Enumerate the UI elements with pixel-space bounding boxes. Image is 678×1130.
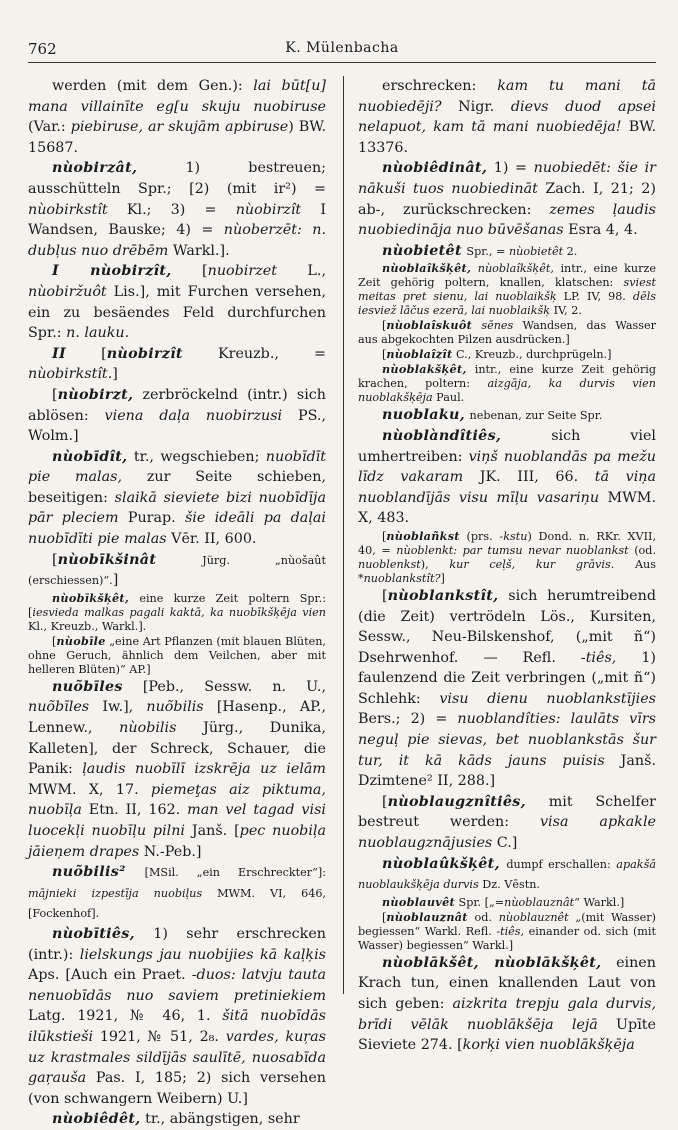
italic-text: nùoblauznêt	[498, 910, 569, 924]
headword: nùobīkšķêt,	[52, 590, 130, 605]
headword: nùobirzt,	[57, 386, 134, 403]
text: Iw.],	[89, 699, 147, 716]
text: Pas. I, 185; 2) sich versehen (von schwangern Weibern) U.]	[28, 1070, 326, 1107]
text: [	[52, 634, 57, 648]
headword: nùoblauznât	[386, 909, 468, 924]
text: Janš. Dzimtene² II, 288.]	[358, 752, 657, 790]
small-text: Jürg. „nùošaût (erschiessen)“.	[28, 553, 326, 588]
headword: nùobīle	[56, 633, 106, 648]
text: Warkl.].	[168, 242, 230, 259]
text: [	[65, 345, 107, 362]
italic-text: kur cеļš, kur grāvis.	[449, 557, 615, 571]
italic-text: viena daļa nuobirzusi	[104, 407, 283, 424]
italic-text: tiês,	[585, 649, 617, 666]
text	[156, 552, 202, 568]
headword: nùobietêt	[382, 242, 462, 259]
text: [	[382, 348, 387, 362]
right-column	[358, 76, 657, 1054]
italic-text: duos: latvju tauta nenuobīdās nuo saviem pretiniekiem	[28, 967, 326, 1004]
small-text: [MSil. „ein Erschreckter“]:	[144, 866, 326, 880]
headword: nuõbīles	[52, 678, 123, 695]
text: ]	[112, 366, 118, 383]
text: sich herumtreibend (die Zeit) vertrödeln Lös., Kursiten, Sessw., Neu-Bilskenshof, („mit ñ“) Dsehrwenhof. — Refl. -	[358, 587, 656, 666]
text: N.-Peb.]	[139, 843, 202, 860]
text	[126, 864, 145, 880]
headword: nùoblaugznîtiês,	[387, 793, 526, 810]
text: MWM. X, 483.	[358, 489, 656, 527]
headword: nùoblakšķêt,	[382, 362, 467, 377]
italic-text: sviest meitas pret sienu, lai nuoblaikšķ	[358, 276, 656, 304]
headword: nùoblaûkšķêt,	[382, 855, 500, 872]
dictionary-entry	[28, 677, 326, 862]
text: I Wandsen, Bauske; 4) =	[28, 201, 326, 239]
text: [	[171, 263, 208, 280]
text: MWM. X, 17.	[28, 781, 151, 798]
text: einander od. sich (mit Wasser) begiessen“ Warkl.]	[358, 924, 656, 952]
text: zerbröckelnd (intr.) sich ablösen:	[28, 386, 326, 424]
text: werden (mit dem Gen.):	[52, 78, 254, 94]
italic-text: nùobirkstît.	[28, 366, 113, 383]
text: L.,	[276, 263, 326, 280]
italic-text: aizkrita trepju gala durvis, brīdi vēlāk nuoblākšēja lejā	[358, 996, 657, 1033]
headword: nùoblauvêt	[382, 894, 455, 909]
italic-text: tiês,	[500, 924, 525, 938]
italic-text: lai būt[u] mana villainīte eg[u skuju nuobiruse	[28, 78, 327, 115]
headword: nùobiêdêt,	[52, 1111, 141, 1128]
text: tr., wegschieben;	[127, 448, 266, 465]
headword: nùobīkšinât	[57, 551, 157, 568]
text: Jürg., Dunika, Kalleten], der Schreck, Schauer, die Panik:	[28, 720, 326, 778]
headword: nùoblankstît,	[387, 587, 499, 604]
text: Kl., Kreuzb., Warkl.].	[28, 619, 147, 633]
text: zur Seite schieben, beseitigen:	[28, 469, 326, 506]
italic-text: šie ideāli pa daļai nuobīdīti pie malas	[28, 510, 326, 548]
dictionary-entry	[28, 261, 326, 343]
italic-text: lielskungs jau nuobijies kā kaļķis	[79, 946, 326, 963]
text: Latg. 1921, № 46, 1.	[28, 1008, 223, 1025]
page-header	[28, 40, 656, 63]
headword: nuoblaku,	[382, 407, 465, 424]
dictionary-entry	[358, 76, 656, 158]
italic-text: sēnes	[481, 319, 514, 333]
text: [	[52, 386, 58, 403]
italic-text: nuõbīles	[28, 699, 90, 716]
italic-text: viņš nuoblandās pa mežu līdz vakaram	[358, 448, 656, 486]
italic-text: man vel tagad visi luocekļi nuobīļu pilni	[28, 802, 326, 839]
dictionary-entry	[28, 447, 326, 550]
headword: nùoblākšêt, nùoblākšķêt,	[382, 954, 602, 971]
text: od.	[467, 910, 499, 924]
dictionary-entry	[358, 426, 656, 529]
italic-text: nùoblenkt: par tumsu nevar nuoblankst	[396, 543, 629, 557]
text: 1) bestreuen; ausschütteln Spr.; [2) (mit ir²) =	[28, 160, 326, 197]
text: „(mit Wasser) begiessen“ Warkl. Refl. -	[358, 910, 656, 938]
headword: nùobirzît	[106, 345, 183, 362]
dictionary-entry	[28, 862, 326, 924]
text: [	[382, 587, 388, 604]
italic-text: nuõbilis	[146, 699, 204, 716]
text: Zach. I, 21; 2) ab-, zurückschrecken:	[358, 180, 656, 218]
column-rule	[343, 76, 344, 994]
italic-text: n. lauku.	[66, 325, 130, 342]
text: C., Kreuzb., durchprügeln.]	[452, 348, 612, 362]
dictionary-entry	[358, 347, 656, 362]
small-italic-text: mājnieki izpestīja nuobiļus	[28, 886, 203, 900]
text: Esra 4, 4.	[563, 222, 638, 239]
dictionary-entry	[28, 924, 326, 1109]
small-text: nebenan, zur Seite Spr.	[469, 409, 603, 423]
headword: II	[52, 345, 66, 362]
headword: nùobīdît,	[52, 448, 128, 465]
small-text: Spr., =	[466, 244, 509, 258]
text: einen Krach tun, einen knallenden Laut von sich geben:	[358, 954, 656, 1012]
text: ]	[440, 571, 445, 585]
text: ),	[420, 557, 450, 571]
dictionary-entry	[358, 854, 656, 895]
italic-text: piemeţas aiz piktuma, nuobīļa	[28, 781, 326, 819]
italic-text: slaikā sieviete bizi nuobīdīja pār pleciem	[28, 489, 326, 527]
text: tr., abängstigen, sehr	[140, 1111, 300, 1128]
dictionary-entry	[358, 895, 656, 910]
text: [	[382, 319, 387, 333]
text: Bers.; 2) =	[358, 711, 458, 728]
text: BW. 13376.	[358, 119, 656, 156]
text: “ Warkl.]	[574, 895, 625, 909]
dictionary-entry	[358, 318, 656, 347]
running-title: K. Mülenbacha	[285, 40, 399, 56]
text: Vēr. II, 600.	[166, 531, 257, 548]
text: [Peb., Sessw. n. U.,	[122, 678, 326, 695]
italic-text: nùobirkstît	[28, 201, 108, 218]
italic-text: nuoblenkst	[358, 557, 421, 571]
headword: nuõbilis²	[52, 864, 126, 881]
page-number: 762	[28, 40, 57, 58]
left-column	[28, 76, 327, 1128]
text: intr., eine kurze Zeit gehörig krachen, poltern:	[358, 363, 656, 391]
dictionary-entry	[358, 953, 656, 1056]
text: LP. IV, 98.	[556, 290, 633, 304]
headword: nùoblañkst	[386, 528, 460, 543]
dictionary-entry	[28, 385, 326, 447]
text: Lis.], mit Furchen versehen, ein zu besäendes Feld durchfurchen Spr.:	[28, 283, 326, 342]
italic-text: vardes, kuŗas uz krastmales sildījās saulītē, nuosabīda gaŗauša	[28, 1028, 326, 1087]
headword: nùoblàndîtiês,	[382, 427, 502, 444]
text: [Hasenp., AP., Lennew.,	[28, 699, 326, 737]
text: PS., Wolm.]	[28, 407, 326, 445]
italic-text: nuoblankstît?	[363, 571, 441, 585]
small-text: dumpf erschallen:	[506, 857, 617, 871]
dictionary-entry	[358, 586, 656, 792]
headword: nùoblaîzît	[386, 347, 453, 362]
italic-text: nùoberzēt: n. dubļus nuo drēbēm	[28, 222, 327, 259]
text	[472, 319, 481, 332]
headword: nùoblaîkšķêt,	[382, 261, 472, 276]
text: Janš. [	[185, 823, 240, 839]
italic-text: kam tu mani tā nuobiedēji?	[358, 78, 656, 115]
headword: nùobītiês,	[52, 925, 135, 942]
dictionary-entry	[358, 362, 656, 405]
text: Paul.	[432, 391, 465, 405]
text: C.]	[492, 835, 518, 852]
dictionary-entry	[28, 158, 326, 261]
text: Aps. [Auch ein Praet. -	[28, 967, 197, 984]
text: (od.	[628, 543, 657, 557]
text: sich viel umhertreiben:	[358, 427, 656, 465]
italic-text: zemes ļaudis nuobiedināja nuo būvēšanas	[358, 201, 656, 239]
text: Wandsen, das Wasser aus abgekochten Pilzen ausdrücken.]	[358, 319, 656, 347]
dictionary-entry	[358, 241, 656, 262]
text: Spr. [„=	[454, 895, 505, 909]
text: „eine Art Pflanzen (mit blauen Blüten, ohne Geruch, ähnlich dem Veilchen, aber mit helleren Blüten)“ AP.]	[28, 634, 326, 676]
text: 1) =	[487, 160, 534, 177]
text: (prs. -	[459, 529, 504, 543]
headword: I nùobirzît,	[52, 263, 172, 280]
italic-text: dievs duod apsei nelapuot, kam tā mani nuobiedēja!	[358, 98, 656, 136]
italic-text: nùoblauznât	[504, 895, 575, 909]
text: Kl.; 3) =	[107, 201, 236, 218]
text: 1921, № 51, 2₈.	[93, 1028, 226, 1045]
italic-text: korķi vien nuoblākšķēja	[462, 1037, 635, 1054]
text: mit Schelfer bestreut werden:	[358, 793, 656, 831]
italic-text: nùoblaîkšķêt,	[477, 262, 554, 276]
italic-text: visu dienu nuoblankstījies	[439, 690, 656, 707]
dictionary-entry	[28, 634, 326, 677]
text: ]	[112, 572, 119, 589]
dictionary-entry	[28, 1109, 326, 1130]
italic-text: iesvieda malkas pagali kaktā, ka nuobīkšķēja vien	[32, 605, 326, 619]
italic-text: visa apkakle nuoblaugznājusies	[358, 814, 656, 852]
text: 1) faulenzend die Zeit verbringen („mit ñ“) Schlehk:	[358, 649, 656, 707]
text: Purap.	[118, 510, 185, 527]
italic-text: aizgāja, ka durvis vien nuoblakšķēja	[358, 377, 656, 405]
text: Kreuzb., =	[182, 345, 326, 362]
text: Nigr.	[441, 98, 511, 115]
italic-text: nùobilis	[119, 720, 177, 737]
dictionary-entry	[28, 344, 326, 385]
text: Upīte Sieviete 274. [	[358, 1016, 656, 1054]
text: [	[382, 910, 387, 924]
dictionary-entry	[28, 550, 326, 591]
italic-text: ļaudis nuobīlī izskrēja uz ielām	[82, 761, 326, 778]
dictionary-entry	[28, 591, 326, 634]
text: erschrecken:	[382, 78, 498, 94]
dictionary-entry	[358, 529, 656, 586]
italic-text: kstu	[503, 529, 528, 543]
italic-text: piebiruse, ar skujām apbiruse	[70, 119, 289, 136]
dictionary-entry	[358, 792, 656, 854]
text: ) BW. 15687.	[28, 119, 326, 156]
small-text: MWM. VI, 646, [Fockenhof].	[28, 886, 326, 921]
text: [	[382, 793, 388, 810]
text: [	[382, 529, 387, 543]
dictionary-entry	[358, 405, 656, 426]
text: intr., eine kurze Zeit gehörig poltern, knallen, klatschen:	[358, 262, 656, 290]
text: (Var.:	[28, 119, 71, 136]
italic-text: tā viņa nuoblandījās visu mīļu vasariņu	[358, 469, 657, 506]
italic-text: šitā nuobīdās ilūkstieši	[28, 1008, 326, 1045]
small-italic-text: nùobietêt	[508, 244, 564, 258]
text: eine kurze Zeit poltern Spr.: [	[28, 591, 326, 619]
dictionary-entry	[358, 261, 656, 318]
italic-text: nuobiedēt: šie ir nākuši tuos nuobiedināt	[358, 160, 656, 197]
italic-text: dēls iesviež lāčus ezerā, lai nuoblaikšķ	[358, 290, 657, 318]
dictionary-entry	[358, 158, 656, 240]
italic-text: nuobīdīt pie malas,	[28, 448, 326, 486]
text: [	[52, 551, 58, 568]
italic-text: pec nuobiļa jāieņem drapes	[28, 823, 327, 860]
italic-text: nùobirzît	[235, 201, 302, 218]
text	[471, 262, 478, 275]
text: Etn. II, 162.	[81, 802, 188, 819]
small-text: 2.	[563, 244, 578, 258]
text: 1) sehr erschrecken (intr.):	[28, 925, 326, 963]
italic-text: nuobirzet	[207, 263, 277, 280]
headword: nùobirzât,	[52, 160, 138, 177]
italic-text: nùobiržuôt	[28, 283, 107, 300]
text: IV, 2.	[550, 304, 582, 318]
text: Aus *	[358, 557, 656, 585]
italic-text: nuoblandîties: laulāts vīrs neguļ pie sievas, bet nuoblankstās šur tur, it kā kāds jauns puisis	[358, 711, 656, 769]
text: JK. III, 66.	[463, 469, 595, 486]
text: ) Dond. n. RKr. XVII, 40, =	[358, 529, 656, 557]
small-italic-text: apakšā nuoblaukšķēja durvis	[358, 857, 656, 892]
small-text: Dz. Vēstn.	[478, 878, 540, 892]
dictionary-entry	[358, 910, 656, 953]
dictionary-entry	[28, 76, 326, 158]
headword: nùoblaîskuôt	[386, 318, 473, 333]
headword: nùobiêdinât,	[382, 160, 488, 177]
